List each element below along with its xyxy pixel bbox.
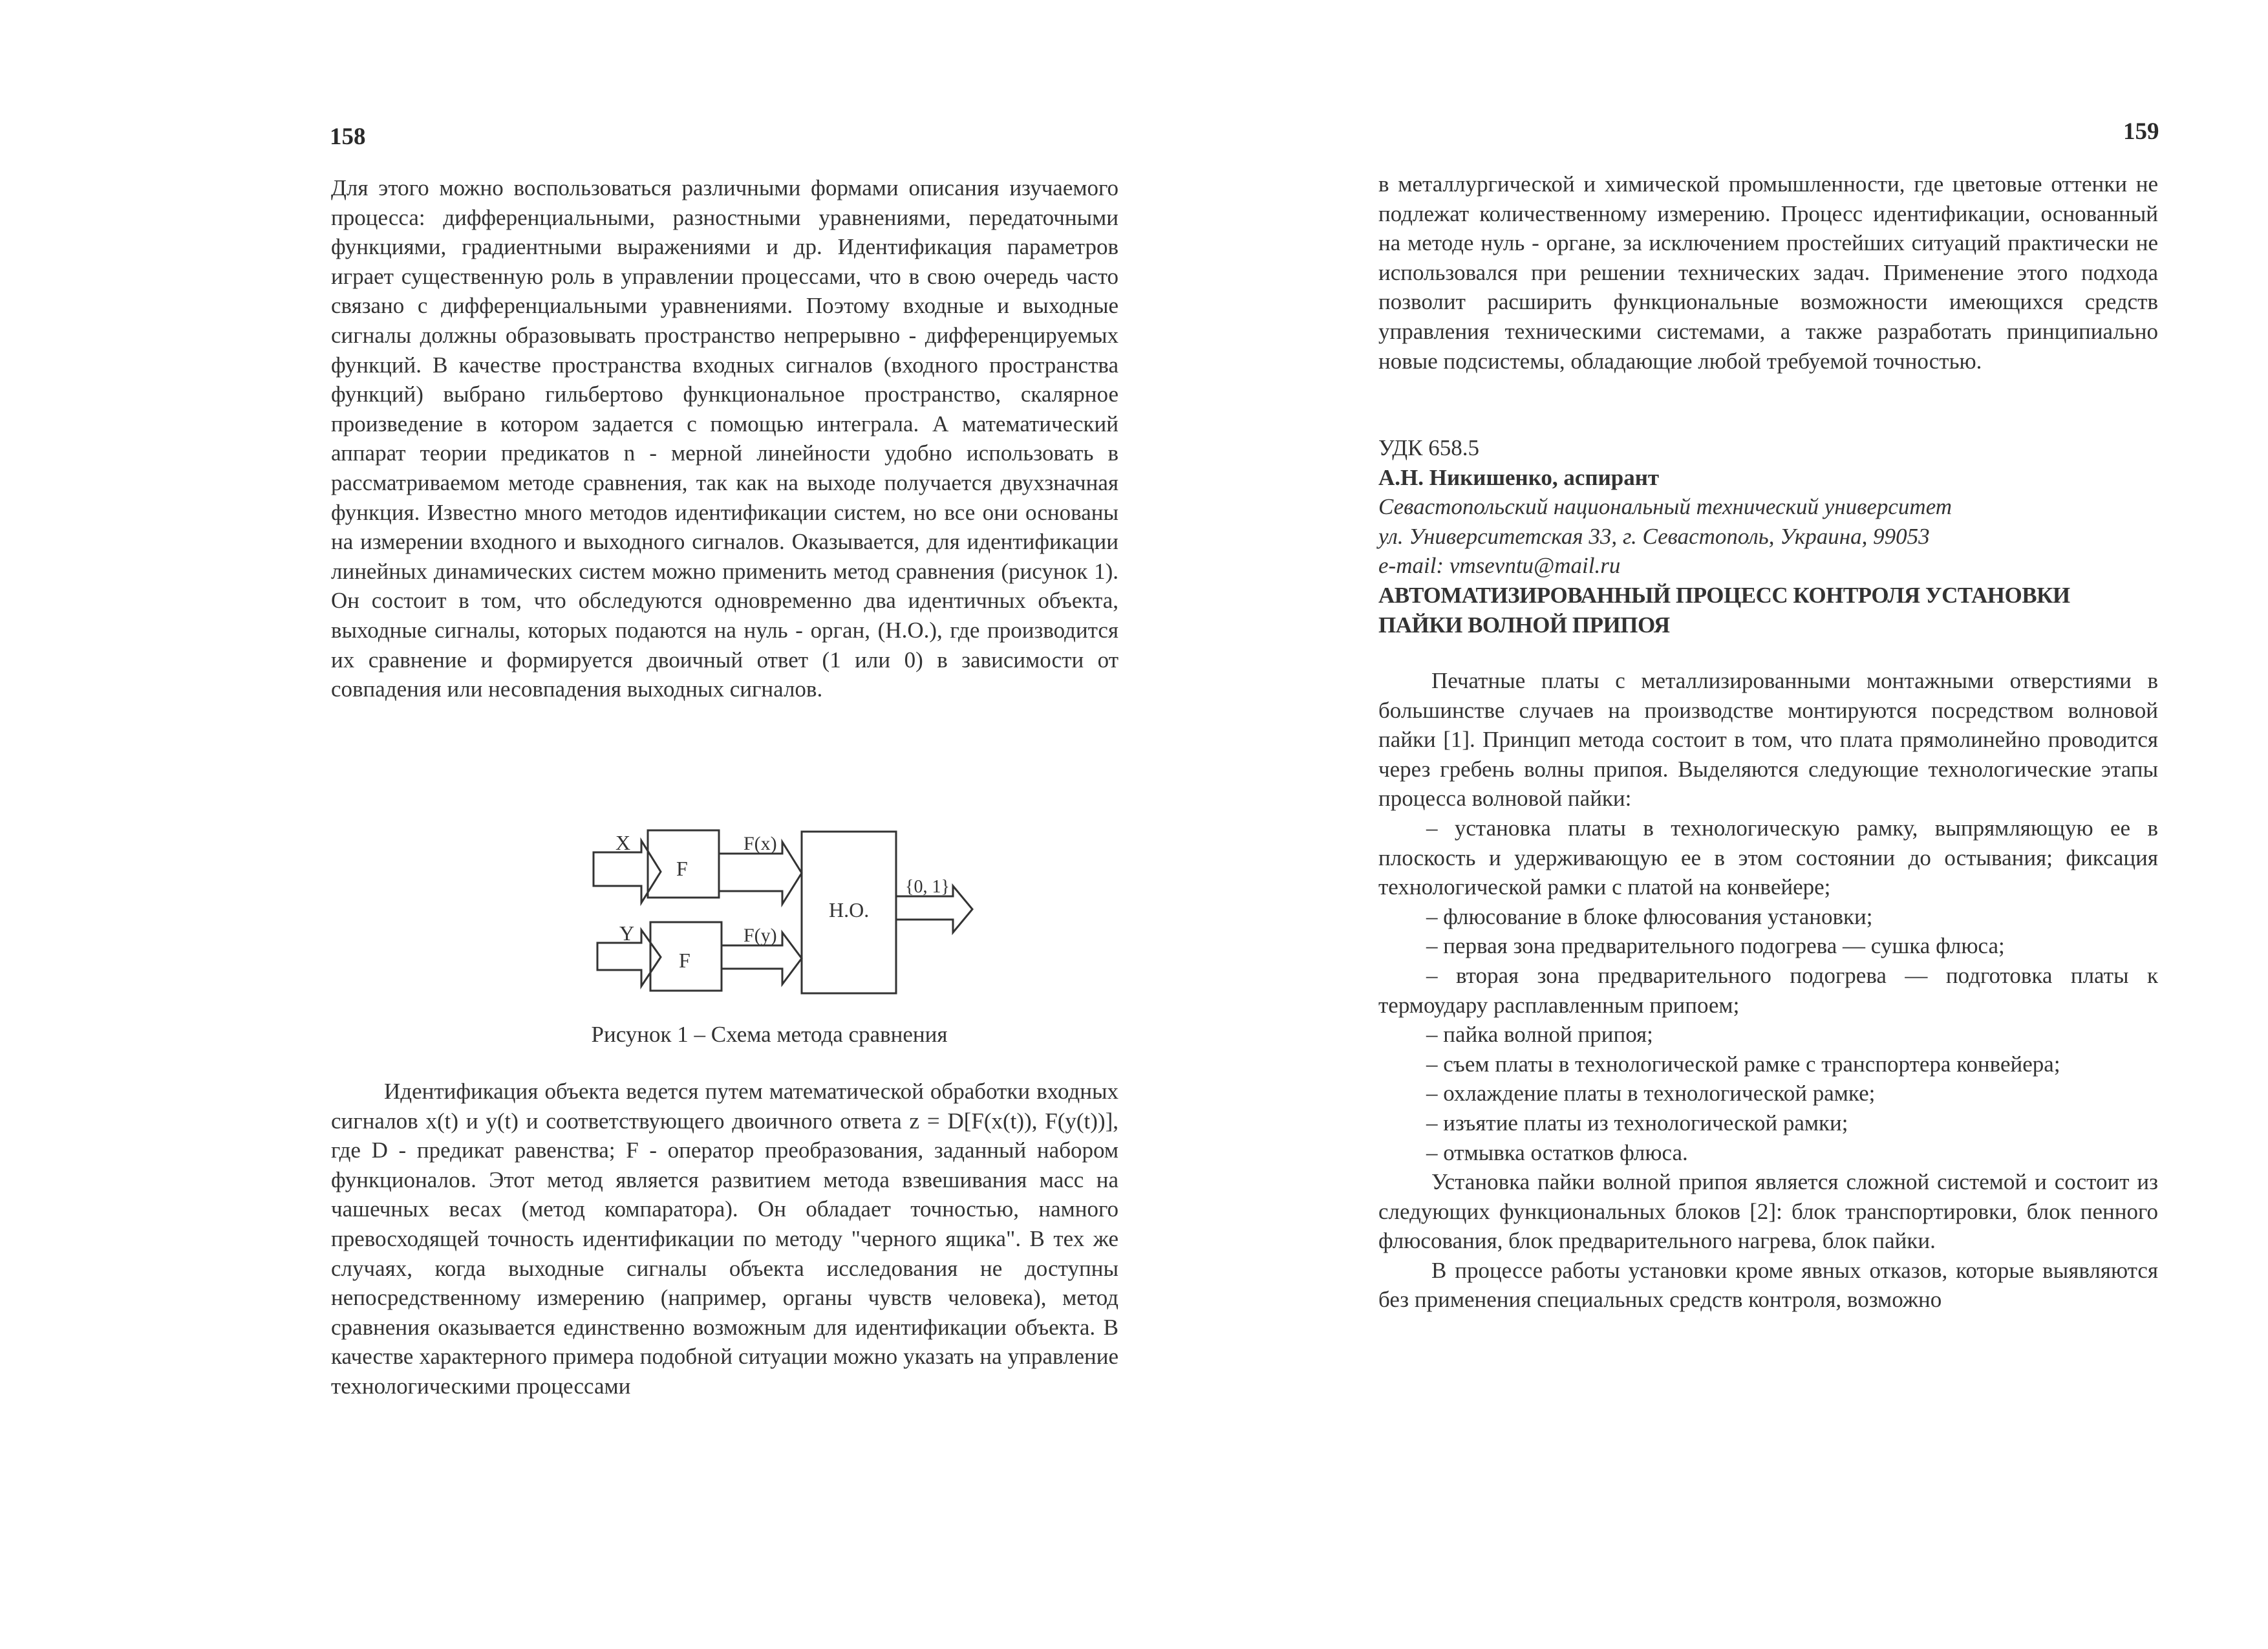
author: А.Н. Никишенко, аспирант xyxy=(1378,464,1660,490)
paragraph: Для этого можно воспользоваться различными формами описания изучаемого процесса: дифференциальными, разностными уравнениями, передаточными функциями, градиентными выражениями и др. Идентификация параметров играет существенную роль в управлении процессами, что в свою очередь часто связано с дифференциальными уравнениями. Поэтому входные и выходные сигналы должны образовывать пространство непрерывно - дифференцируемых функций. В качестве пространства входных сигналов (входного пространства функций) выбрано гильбертово функциональное пространство, скалярное произведение в котором задается с помощью интеграла. А математический аппарат теории предикатов n - мерной линейности удобно использовать в рассматриваемом методе сравнения, так как на выходе получается двухзначная функция. Известно много методов идентификации систем, но все они основаны на измерении входного и выходного сигналов. Оказывается, для идентификации линейных динамических систем можно применить метод сравнения (рисунок 1). Он состоит в том, что обследуются одновременно два идентичных объекта, выходные сигналы, которых подаются на нуль - орган, (Н.О.), где производится их сравнение и формируется двоичный ответ (1 или 0) в зависимости от совпадения или несовпадения выходных сигналов. xyxy=(331,175,1118,702)
list-item: – изъятие платы из технологической рамки; xyxy=(1426,1110,1848,1136)
list-item: – установка платы в технологическую рамку, выпрямляющую ее в плоскость и удерживающую ее в этом состоянии до остывания; фиксация технологической рамки с платой на конвейере; xyxy=(1378,815,2158,900)
udk-code: УДК 658.5 xyxy=(1378,435,1479,460)
paragraph: В процессе работы установки кроме явных отказов, которые выявляются без применения специальных средств контроля, возможно xyxy=(1378,1257,2158,1313)
result-label: {0, 1} xyxy=(905,877,950,897)
article-title: АВТОМАТИЗИРОВАННЫЙ ПРОЦЕСС КОНТРОЛЯ УСТАНОВКИ ПАЙКИ ВОЛНОЙ ПРИПОЯ xyxy=(1378,582,2070,638)
right-page xyxy=(1134,0,2268,1649)
output-label-fy: F(y) xyxy=(744,925,777,946)
list-item: – съем платы в технологической рамке с транспортера конвейера; xyxy=(1426,1051,2060,1077)
page-number: 159 xyxy=(2123,118,2159,145)
article-body xyxy=(1378,666,2158,1315)
paragraph: в металлургической и химической промышленности, где цветовые оттенки не подлежат количественному измерению. Процесс идентификации, основанный на методе нуль - органе, за исключением простейших ситуаций практически не использовался при решении технических задач. Применение этого подхода позволит расширить функциональные возможности имеющихся средств управления техническими системами, а также разработать принципиально новые подсистемы, обладающие любой требуемой точностью. xyxy=(1378,171,2158,374)
output-label-fx: F(x) xyxy=(744,833,777,854)
paragraph: Установка пайки волной припоя является сложной системой и состоит из следующих функциональных блоков [2]: блок транспортировки, блок пенного флюсования, блок предварительного нагрева, блок пайки. xyxy=(1378,1169,2158,1254)
comparison-method-diagram xyxy=(569,821,983,1009)
list-item: – флюсование в блоке флюсования установки; xyxy=(1426,903,1873,929)
paragraph: Идентификация объекта ведется путем математической обработки входных сигналов x(t) и y(t) и соответствующего двоичного ответа z = D[F(x(t)), F(y(t))], где D - предикат равенства; F - оператор преобразования, заданный набором функционалов. Этот метод является развитием метода взвешивания масс на чашечных весах (метод компаратора). Он обладает точностью, намного превосходящей точность идентификации по методу "черного ящика". В тех же случаях, когда выходные сигналы объекта исследования не доступны непосредственному измерению (например, органы чувств человека), метод сравнения оказывается единственно возможным для идентификации объекта. В качестве характерного примера подобной ситуации можно указать на управление технологическими процессами xyxy=(331,1079,1118,1399)
continuation-text xyxy=(1378,169,2158,376)
input-label-y: Y xyxy=(619,921,635,945)
list-item: – пайка волной припоя; xyxy=(1426,1022,1653,1048)
block-label-bottom: F xyxy=(679,949,690,972)
comparator-label: Н.О. xyxy=(829,898,870,921)
email: e-mail: vmsevntu@mail.ru xyxy=(1378,553,1621,579)
paragraph: Печатные платы с металлизированными монтажными отверстиями в большинстве случаев на производстве монтируются посредством волновой пайки [1]. Принцип метода состоит в том, что плата прямолинейно проводится через гребень волны припоя. Выделяются следующие технологические этапы процесса волновой пайки: xyxy=(1378,668,2158,812)
article-header xyxy=(1378,433,2158,640)
address: ул. Университетская 33, г. Севастополь, Украина, 99053 xyxy=(1378,523,1930,549)
affiliation: Севастопольский национальный технический университет xyxy=(1378,494,1952,520)
list-item: – охлаждение платы в технологической рамке; xyxy=(1426,1081,1876,1106)
block-label-top: F xyxy=(676,857,688,880)
page-number: 158 xyxy=(330,124,366,150)
body-text-bottom xyxy=(331,1077,1118,1401)
list-item: – первая зона предварительного подогрева — сушка флюса; xyxy=(1426,933,2005,959)
body-text-top xyxy=(331,173,1118,704)
figure-caption: Рисунок 1 – Схема метода сравнения xyxy=(591,1022,948,1047)
list-item: – отмывка остатков флюса. xyxy=(1426,1139,1688,1165)
list-item: – вторая зона предварительного подогрева — подготовка платы к термоудару расплавленным припоем; xyxy=(1378,962,2158,1018)
input-label-x: X xyxy=(615,831,631,854)
